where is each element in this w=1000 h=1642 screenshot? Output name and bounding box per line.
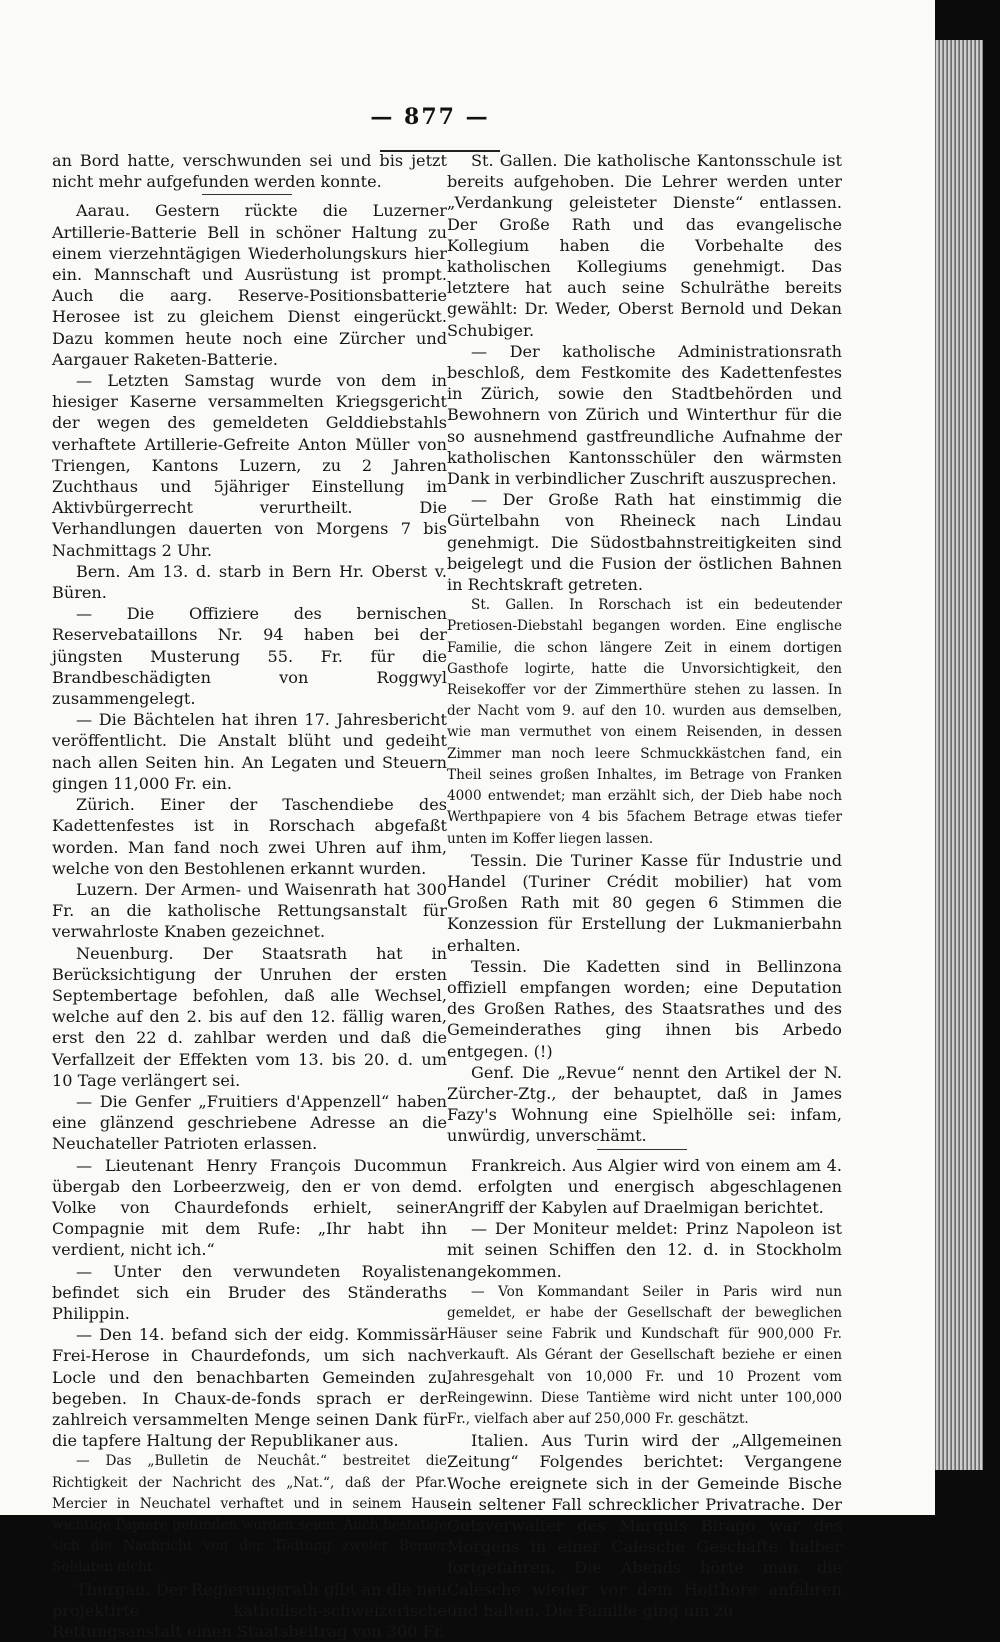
article-paragraph: — Die Bächtelen hat ihren 17. Jahresbericht veröffentlicht. Die Anstalt blüht und gedeiht nach allen Seiten hin. An Legaten und Steuern gingen 11,000 Fr. ein. — [52, 710, 447, 793]
article-paragraph: Aarau. Gestern rückte die Luzerner Artillerie-Batterie Bell in schöner Haltung zu einem vierzehntägigen Wiederholungskurs hier ein. Mannschaft und Ausrüstung ist prompt. Auch die aarg. Reserve-Positionsbatterie Herosee ist zu gleichem Dienst eingerückt. Dazu kommen heute noch eine Zürcher und Aargauer Raketen-Batterie. — [52, 201, 447, 369]
article-paragraph: — Die Genfer „Fruitiers d'Appenzell“ haben eine glänzend geschriebene Adresse an die Neuchateller Patrioten erlassen. — [52, 1091, 447, 1154]
article-paragraph: — Unter den verwundeten Royalisten befindet sich ein Bruder des Ständeraths Philippin. — [52, 1261, 447, 1323]
article-paragraph: Genf. Die „Revue“ nennt den Artikel der N. Zürcher-Ztg., der behauptet, daß in James Fazy's Wohnung eine Spielhölle sei: infam, unwürdig, unverschämt. — [447, 1062, 842, 1146]
article-paragraph: Bern. Am 13. d. starb in Bern Hr. Oberst v. Büren. — [52, 561, 447, 603]
page-number: — 877 — — [370, 104, 490, 130]
article-paragraph: Tessin. Die Turiner Kasse für Industrie und Handel (Turiner Crédit mobilier) hat vom Großen Rath mit 80 gegen 6 Stimmen die Konzession für Erstellung der Lukmanierbahn erhalten. — [447, 850, 842, 955]
section-separator — [52, 192, 447, 200]
article-paragraph: — Der Große Rath hat einstimmig die Gürtelbahn von Rheineck nach Lindau genehmigt. Die Südostbahnstreitigkeiten sind beigelegt und die Fusion der östlichen Bahnen in Rechtskraft getreten. — [447, 490, 842, 595]
page-edge-stack — [935, 40, 983, 1470]
article-paragraph: — Lieutenant Henry François Ducommun übergab den Lorbeerzweig, den er von dem Volke von Chaurdefonds erhielt, seiner Compagnie mit dem Rufe: „Ihr habt ihn verdient, nicht ich.“ — [52, 1155, 447, 1260]
article-paragraph: — Die Offiziere des bernischen Reservebataillons Nr. 94 haben bei der jüngsten Musterung 55. Fr. für die Brandbeschädigten von Roggwyl zusammengelegt. — [52, 604, 447, 709]
article-paragraph: — Der Moniteur meldet: Prinz Napoleon ist mit seinen Schiffen den 12. d. in Stockholm angekommen. — [447, 1219, 842, 1281]
left-column — [52, 150, 447, 1642]
article-paragraph: Luzern. Der Armen- und Waisenrath hat 300 Fr. an die katholische Rettungsanstalt für verwahrloste Knaben gezeichnet. — [52, 879, 447, 942]
article-paragraph: — Der katholische Administrationsrath beschloß, dem Festkomite des Kadettenfestes in Zürich, sowie den Stadtbehörden und Bewohnern von Zürich und Winterthur für die so ausnehmend gastfreundliche Aufnahme der katholischen Kantonsschüler den wärmsten Dank in verbindlicher Zuschrift auszusprechen. — [447, 341, 842, 489]
right-column — [447, 150, 842, 1621]
article-paragraph: Tessin. Die Kadetten sind in Bellinzona offiziell empfangen worden; eine Deputation des Großen Rathes, des Staatsrathes und des Gemeinderathes ging ihnen bis Arbedo entgegen. (!) — [447, 956, 842, 1061]
article-paragraph: — Das „Bulletin de Neuchât.“ bestreitet die Richtigkeit der Nachricht des „Nat.“, daß der Pfar. Mercier in Neuchatel verhaftet und in seinem Haus wichtige Papiere gefunden worden seien. Auch bestätige sich die Nachricht von der Tödtung zweier Berner Soldaten nicht. — [52, 1453, 447, 1576]
article-paragraph: Frankreich. Aus Algier wird von einem am 4. d. erfolgten und energisch abgeschlagenen Angriff der Kabylen auf Draelmigan berichtet. — [447, 1155, 842, 1217]
article-paragraph: — Den 14. befand sich der eidg. Kommissär Frei-Herose in Chaurdefonds, um sich nach Locle und den benachbarten Gemeinden zu begeben. In Chaux-de-fonds sprach er der zahlreich versammelten Menge seinen Dank für die tapfere Haltung der Republikaner aus. — [52, 1325, 447, 1451]
article-paragraph: St. Gallen. In Rorschach ist ein bedeutender Pretiosen-Diebstahl begangen worden. Eine englische Familie, die schon längere Zeit in einem dortigen Gasthofe logirte, hatte die Unvorsichtigkeit, den Reisekoffer vor der Zimmerthüre stehen zu lassen. In der Nacht vom 9. auf den 10. wurden aus demselben, wie man vermuthet von einem Reisenden, in dessen Zimmer man noch leere Schmuckkästchen fand, ein Theil seines großen Inhaltes, im Betrage von Franken 4000 entwendet; man erzählt sich, der Dieb habe noch Werthpapiere von 4 bis 5fachem Betrage etwas tiefer unten im Koffer liegen lassen. — [447, 597, 842, 847]
section-separator — [447, 1147, 842, 1155]
article-paragraph: St. Gallen. Die katholische Kantonsschule ist bereits aufgehoben. Die Lehrer werden unter „Verdankung geleisteter Dienste“ entlassen. Der Große Rath und das evangelische Kollegium haben die Vorbehalte des katholischen Kollegiums genehmigt. Das letztere hat auch seine Schulräthe bereits gewählt: Dr. Weder, Oberst Bernold und Dekan Schubiger. — [447, 151, 842, 340]
article-paragraph: — Letzten Samstag wurde von dem in hiesiger Kaserne versammelten Kriegsgericht der wegen des gemeldeten Gelddiebstahls verhaftete Artillerie-Gefreite Anton Müller von Triengen, Kantons Luzern, zu 2 Jahren Zuchthaus und 5jähriger Einstellung im Aktivbürgerrecht verurtheilt. Die Verhandlungen dauerten von Morgens 7 bis Nachmittags 2 Uhr. — [52, 371, 447, 560]
article-paragraph: an Bord hatte, verschwunden sei und bis jetzt nicht mehr aufgefunden werden konnte. — [52, 151, 447, 192]
article-paragraph: Italien. Aus Turin wird der „Allgemeinen Zeitung“ Folgendes berichtet: Vergangene Woche ereignete sich in der Gemeinde Bische ein seltener Fall schrecklicher Privatrache. Der Gutsverwalter des Marquis Birago war des Morgens in einer Calesche Geschäfte halber fortgefahren. Die Abends hörte man die Calesche wieder vor dem Hofthore anfahren und halten. Die Familie ging um zu — [447, 1431, 842, 1620]
article-paragraph: Thurgau. Der Regierungsrath gibt an die neu projektirte katholisch-schweizerische Rettungsanstalt einen Staatsbeitrag von 300 Fr. — [52, 1579, 447, 1642]
article-paragraph: Zürich. Einer der Taschendiebe des Kadettenfestes ist in Rorschach abgefaßt worden. Man fand noch zwei Uhren auf ihm, welche von den Bestohlenen erkannt wurden. — [52, 795, 447, 878]
article-paragraph: — Von Kommandant Seiler in Paris wird nun gemeldet, er habe der Gesellschaft der beweglichen Häuser seine Fabrik und Kundschaft für 900,000 Fr. verkauft. Als Gérant der Gesellschaft beziehe er einen Jahresgehalt von 10,000 Fr. und 10 Prozent vom Reingewinn. Diese Tantième wird nicht unter 100,000 Fr., vielfach aber auf 250,000 Fr. geschätzt. — [447, 1283, 842, 1427]
article-paragraph: Neuenburg. Der Staatsrath hat in Berücksichtigung der Unruhen der ersten Septembertage befohlen, daß alle Wechsel, welche auf den 2. bis auf den 12. fällig waren, erst den 22 d. zahlbar werden und daß die Verfallzeit der Effekten vom 13. bis 20. d. um 10 Tage verlängert sei. — [52, 943, 447, 1090]
